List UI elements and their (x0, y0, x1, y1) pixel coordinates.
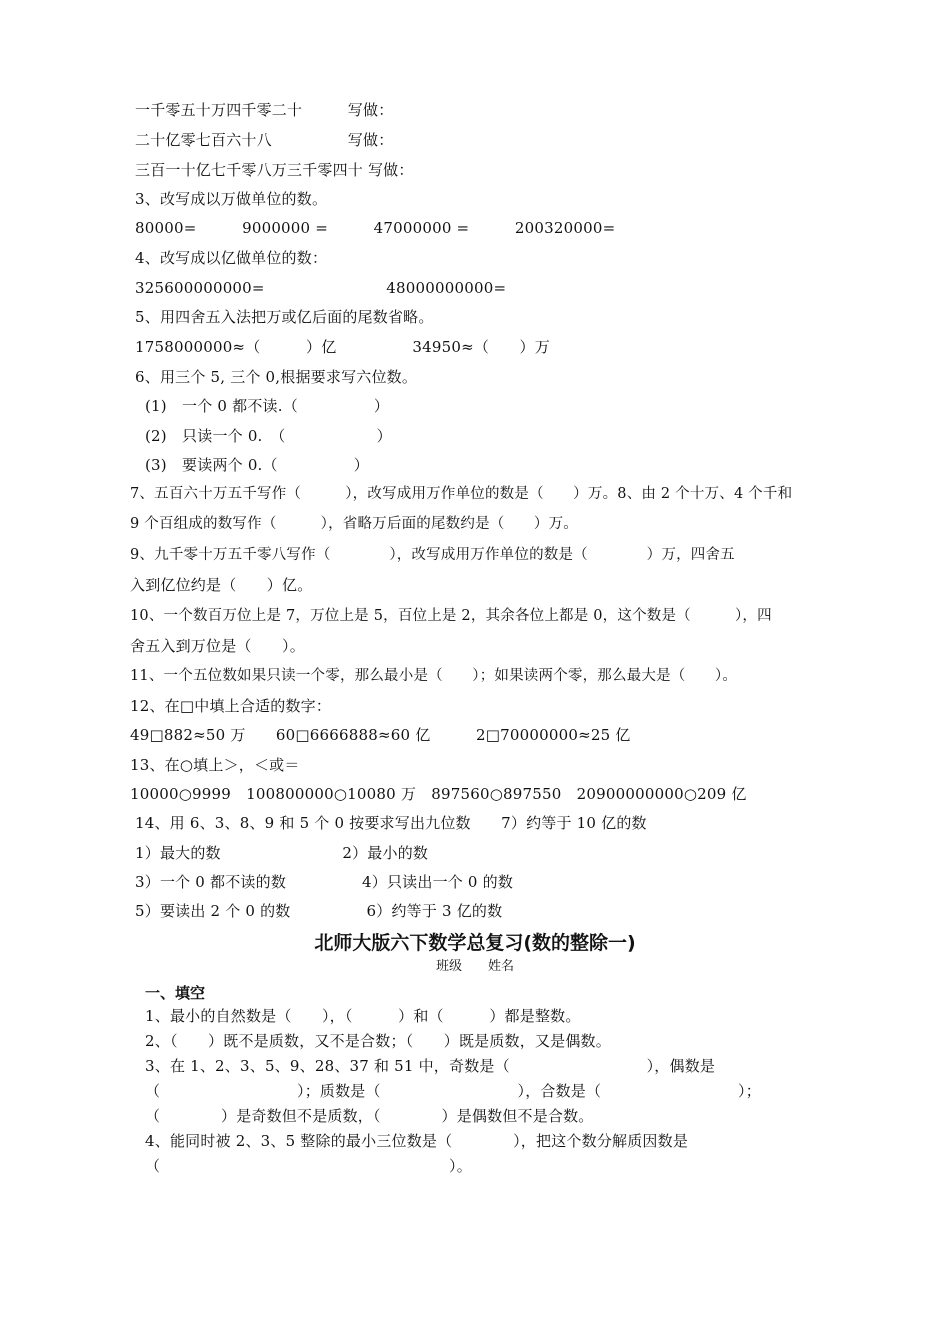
question-6-item-2: (2) 只读一个 0. （ ） (145, 427, 392, 445)
question-14-items-3: 5）要读出 2 个 0 的数 6）约等于 3 亿的数 (135, 902, 503, 920)
question-5-items: 1758000000≈（ ）亿 34950≈（ ）万 (135, 338, 550, 356)
question-3-heading: 3、改写成以万做单位的数。 (135, 190, 328, 208)
question-7-8-line-1: 7、五百六十万五千写作（ ），改写成用万作单位的数是（ ）万。8、由 2 个十万、4 个千和 (130, 486, 793, 502)
question-12-items: 49□882≈50 万 60□6666888≈60 亿 2□70000000≈25 亿 (130, 726, 631, 744)
section-title: 北师大版六下数学总复习(数的整除一) (314, 932, 636, 954)
fill-in-line-2: 2、（ ）既不是质数，又不是合数；（ ）既是质数，又是偶数。 (145, 1032, 611, 1050)
question-14-items-2: 3）一个 0 都不读的数 4）只读出一个 0 的数 (135, 873, 514, 891)
text-line-3: 三百一十亿七千零八万三千零四十 写做： (135, 161, 414, 179)
question-6-heading: 6、用三个 5, 三个 0,根据要求写六位数。 (135, 368, 418, 386)
question-9-line-1: 9、九千零十万五千零八写作（ ），改写成用万作单位的数是（ ）万，四舍五 (130, 547, 735, 563)
question-4-items: 325600000000= 48000000000= (135, 279, 507, 297)
fill-in-line-1: 1、最小的自然数是（ ），（ ）和（ ）都是整数。 (145, 1007, 581, 1025)
class-name-line: 班级 姓名 (435, 959, 514, 974)
fill-in-line-4: （ ）；质数是（ ），合数是（ ）； (145, 1082, 761, 1100)
question-6-item-3: (3) 要读两个 0.（ ） (145, 456, 369, 474)
fill-in-line-3: 3、在 1、2、3、5、9、28、37 和 51 中，奇数是（ ），偶数是 (145, 1057, 716, 1075)
text-line-2: 二十亿零七百六十八 写做： (135, 131, 394, 149)
question-13-heading: 13、在○填上＞，＜或＝ (130, 756, 300, 774)
question-5-heading: 5、用四舍五入法把万或亿后面的尾数省略。 (135, 308, 434, 326)
fill-in-line-6: 4、能同时被 2、3、5 整除的最小三位数是（ ），把这个数分解质因数是 (145, 1132, 689, 1150)
text-line-1: 一千零五十万四千零二十 写做： (135, 101, 394, 119)
fill-in-line-5: （ ）是奇数但不是质数，（ ）是偶数但不是合数。 (145, 1107, 594, 1125)
question-7-8-line-2: 9 个百组成的数写作（ ），省略万后面的尾数约是（ ）万。 (130, 516, 578, 532)
question-14-items-1: 1）最大的数 2）最小的数 (135, 844, 429, 862)
question-3-items: 80000= 9000000 = 47000000 = 200320000= (135, 219, 616, 237)
question-14-heading: 14、用 6、3、8、9 和 5 个 0 按要求写出九位数 7）约等于 10 亿的数 (135, 814, 647, 832)
fill-in-line-7: （ ）。 (145, 1157, 472, 1175)
question-4-heading: 4、改写成以亿做单位的数： (135, 249, 328, 267)
question-9-line-2: 入到亿位约是（ ）亿。 (130, 576, 313, 594)
question-10-line-1: 10、一个数百万位上是 7，万位上是 5，百位上是 2，其余各位上都是 0，这个数是（ ），四 (130, 608, 772, 624)
question-12-heading: 12、在□中填上合适的数字： (130, 697, 332, 715)
question-13-items: 10000○9999 100800000○10080 万 897560○897550 20900000000○209 亿 (130, 785, 747, 803)
fill-in-heading: 一、填空 (145, 984, 206, 1002)
question-10-line-2: 舍五入到万位是（ ）。 (130, 637, 305, 655)
question-6-item-1: (1) 一个 0 都不读.（ ） (145, 397, 390, 415)
question-11: 11、一个五位数如果只读一个零，那么最小是（ ）；如果读两个零，那么最大是（ ）。 (130, 668, 738, 684)
